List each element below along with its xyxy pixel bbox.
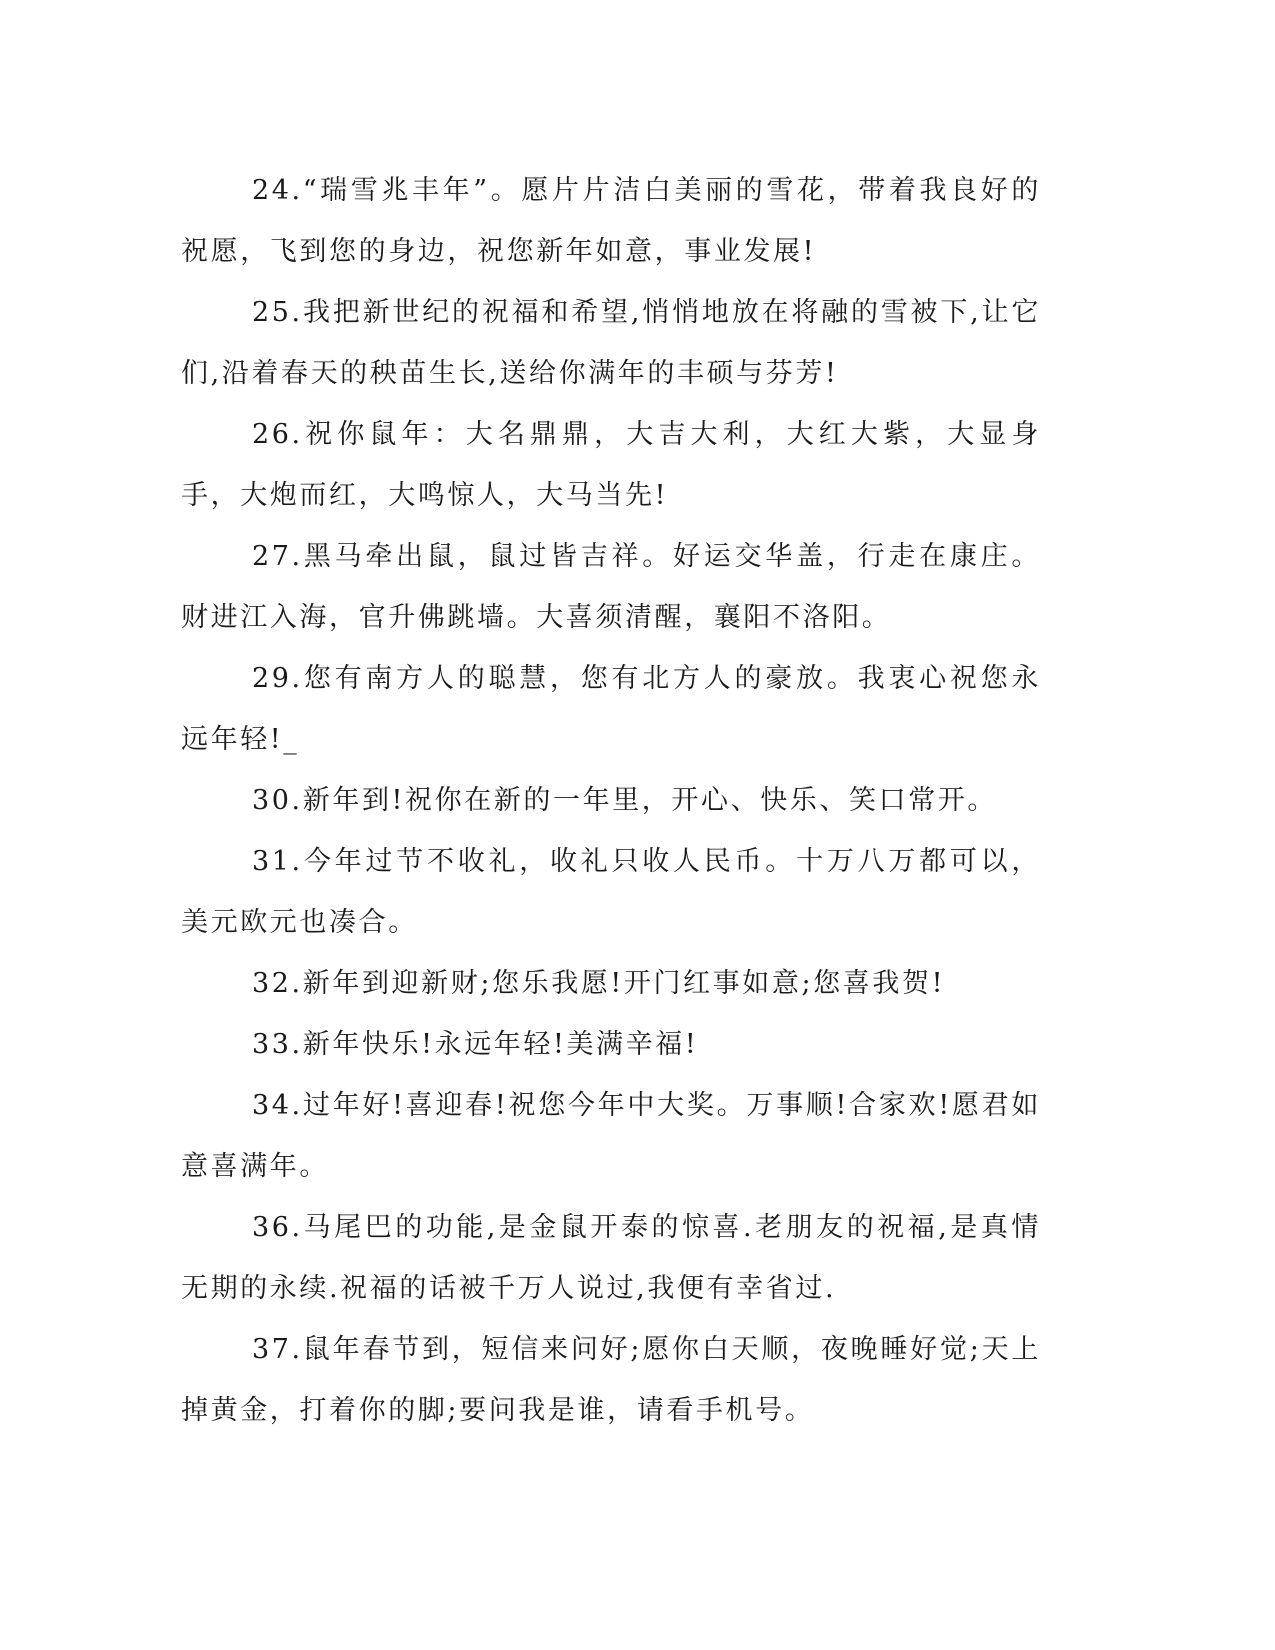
paragraph-26: 26.祝你鼠年：大名鼎鼎，大吉大利，大红大紫，大显身手，大炮而红，大鸣惊人，大马当先! — [181, 419, 1041, 511]
document-body — [181, 160, 1041, 1441]
paragraph-25: 25.我把新世纪的祝福和希望,悄悄地放在将融的雪被下,让它们,沿着春天的秧苗生长,送给你满年的丰硕与芬芳! — [181, 297, 1041, 389]
paragraph-29: 29.您有南方人的聪慧，您有北方人的豪放。我衷心祝您永远年轻!_ — [181, 663, 1041, 755]
paragraph-30: 30.新年到!祝你在新的一年里，开心、快乐、笑口常开。 — [252, 785, 997, 816]
paragraph-33: 33.新年快乐!永远年轻!美满辛福! — [252, 1029, 699, 1060]
paragraph-32: 32.新年到迎新财;您乐我愿!开门红事如意;您喜我贺! — [252, 968, 946, 999]
paragraph-36: 36.马尾巴的功能,是金鼠开泰的惊喜.老朋友的祝福,是真情无期的永续.祝福的话被千万人说过,我便有幸省过. — [181, 1212, 1041, 1304]
paragraph-24: 24.“瑞雪兆丰年”。愿片片洁白美丽的雪花，带着我良好的祝愿，飞到您的身边，祝您新年如意，事业发展! — [181, 175, 1041, 267]
paragraph-37: 37.鼠年春节到，短信来问好;愿你白天顺，夜晚睡好觉;天上掉黄金，打着你的脚;要问我是谁，请看手机号。 — [181, 1334, 1041, 1426]
paragraph-34: 34.过年好!喜迎春!祝您今年中大奖。万事顺!合家欢!愿君如意喜满年。 — [181, 1090, 1041, 1182]
paragraph-31: 31.今年过节不收礼，收礼只收人民币。十万八万都可以，美元欧元也凑合。 — [181, 846, 1041, 938]
paragraph-27: 27.黑马牵出鼠，鼠过皆吉祥。好运交华盖，行走在康庄。财进江入海，官升佛跳墙。大喜须清醒，襄阳不洛阳。 — [181, 541, 1041, 633]
